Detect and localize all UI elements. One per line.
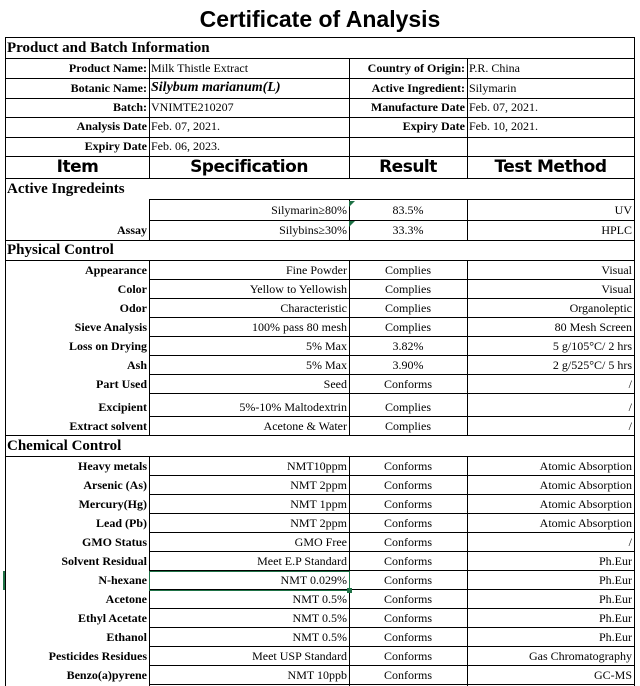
spec-cell[interactable]: Characteristic (280, 301, 347, 315)
grid-line (149, 58, 150, 178)
result-cell[interactable]: Conforms (384, 497, 432, 511)
spec-cell[interactable]: Seed (323, 377, 347, 391)
grid-line (149, 220, 635, 221)
method-cell[interactable]: UV (614, 203, 632, 217)
item-cell[interactable]: Assay (116, 223, 147, 237)
result-cell[interactable]: 3.90% (392, 358, 424, 372)
result-cell[interactable]: Conforms (384, 377, 432, 391)
grid-line (5, 117, 635, 118)
grid-line (149, 627, 635, 628)
grid-line (149, 665, 635, 666)
method-cell[interactable]: Atomic Absorption (539, 459, 632, 473)
spec-cell[interactable]: Acetone & Water (263, 419, 347, 433)
method-cell[interactable]: Visual (601, 282, 632, 296)
method-cell[interactable]: GC-MS (593, 668, 632, 682)
item-cell[interactable]: Ethyl Acetate (78, 611, 147, 625)
analysis-date-label[interactable]: Analysis Date (76, 119, 147, 133)
item-cell[interactable]: Sieve Analysis (74, 320, 147, 334)
item-cell[interactable]: Color (117, 282, 147, 296)
grid-line (149, 532, 635, 533)
manufacture-date-label[interactable]: Manufacture Date (370, 100, 465, 114)
document-title: Certificate of Analysis (199, 6, 441, 32)
spec-cell[interactable]: GMO Free (294, 535, 347, 549)
method-cell[interactable]: / (628, 377, 632, 391)
header-result[interactable]: Result (379, 157, 437, 177)
spec-cell[interactable]: 5% Max (306, 358, 347, 372)
spec-cell[interactable]: 100% pass 80 mesh (252, 320, 347, 334)
item-cell[interactable]: GMO Status (81, 535, 147, 549)
grid-line (149, 684, 635, 685)
header-test-method[interactable]: Test Method (494, 157, 607, 177)
grid-line (149, 298, 635, 299)
method-cell[interactable]: Atomic Absorption (539, 516, 632, 530)
item-cell[interactable]: Part Used (96, 377, 147, 391)
grid-line (149, 393, 635, 394)
header-specification[interactable]: Specification (190, 157, 308, 177)
spec-cell[interactable]: 5%-10% Maltodextrin (239, 400, 347, 414)
spec-cell[interactable]: NMT10ppm (287, 459, 347, 473)
item-cell[interactable]: Lead (Pb) (96, 516, 147, 530)
result-cell[interactable]: Conforms (384, 554, 432, 568)
active-ingredient-label[interactable]: Active Ingredient: (371, 81, 465, 95)
grid-line (149, 513, 635, 514)
method-cell[interactable]: Ph.Eur (599, 611, 632, 625)
grid-line (149, 279, 635, 280)
grid-line (5, 37, 635, 38)
result-cell[interactable]: Complies (384, 263, 431, 277)
grid-line (5, 156, 635, 157)
grid-line (5, 456, 635, 457)
note-indicator[interactable] (349, 221, 355, 227)
item-cell[interactable]: Mercury(Hg) (78, 497, 147, 511)
grid-line (149, 551, 635, 552)
item-cell[interactable]: Benzo(a)pyrene (66, 668, 147, 682)
grid-line (149, 336, 635, 337)
spec-cell[interactable]: Fine Powder (286, 263, 347, 277)
section-active-ingredients[interactable]: Active Ingredeints (7, 181, 125, 197)
batch-label[interactable]: Batch: (113, 100, 147, 114)
expiry-date-label-left[interactable]: Expiry Date (84, 139, 147, 153)
grid-line (149, 608, 635, 609)
result-cell[interactable]: Conforms (384, 478, 432, 492)
method-cell[interactable]: Ph.Eur (599, 554, 632, 568)
item-cell[interactable]: Heavy metals (78, 459, 147, 473)
grid-line (149, 199, 635, 200)
product-name-value[interactable]: Milk Thistle Extract (151, 61, 249, 75)
result-cell[interactable]: Conforms (384, 573, 432, 587)
item-cell[interactable]: Pesticides Residues (48, 649, 147, 663)
item-cell[interactable]: Loss on Drying (68, 339, 147, 353)
grid-line (5, 98, 635, 99)
grid-line (467, 58, 468, 178)
item-cell[interactable] (6, 200, 149, 220)
grid-line (149, 317, 635, 318)
grid-line (5, 58, 635, 59)
method-cell[interactable]: Organoleptic (569, 301, 632, 315)
method-cell[interactable]: Ph.Eur (599, 630, 632, 644)
result-cell[interactable]: Conforms (384, 459, 432, 473)
result-cell[interactable]: Conforms (384, 668, 432, 682)
result-cell[interactable]: Complies (384, 320, 431, 334)
grid-line (149, 260, 150, 435)
section-physical-control[interactable]: Physical Control (7, 242, 114, 258)
grid-line (149, 475, 635, 476)
spec-cell[interactable]: 5% Max (306, 339, 347, 353)
grid-line (5, 137, 635, 138)
method-cell[interactable]: / (628, 400, 632, 414)
method-cell[interactable]: Atomic Absorption (539, 478, 632, 492)
result-cell[interactable]: Complies (384, 301, 431, 315)
item-cell[interactable]: Excipient (98, 400, 147, 414)
grid-line (149, 374, 635, 375)
selected-cell[interactable] (149, 571, 350, 591)
method-cell[interactable]: Gas Chromatography (529, 649, 632, 663)
expiry-date-value-left[interactable]: Feb. 06, 2023. (151, 139, 220, 153)
method-cell[interactable]: Visual (601, 263, 632, 277)
method-cell[interactable]: 80 Mesh Screen (554, 320, 632, 334)
grid-line (149, 199, 150, 240)
note-indicator[interactable] (349, 201, 355, 207)
spec-cell[interactable]: NMT 2ppm (290, 478, 347, 492)
method-cell[interactable]: / (628, 419, 632, 433)
spec-cell[interactable]: NMT 1ppm (290, 497, 347, 511)
result-cell[interactable]: Conforms (384, 516, 432, 530)
spec-cell[interactable]: NMT 10ppb (287, 668, 347, 682)
result-cell[interactable]: Complies (384, 282, 431, 296)
grid-line (349, 260, 350, 435)
manufacture-date-value[interactable]: Feb. 07, 2021. (469, 100, 538, 114)
result-cell[interactable]: Conforms (384, 630, 432, 644)
item-cell[interactable]: Ethanol (106, 630, 147, 644)
header-item[interactable]: Item (56, 157, 99, 177)
botanic-name-label[interactable]: Botanic Name: (70, 81, 147, 95)
grid-line (467, 456, 468, 686)
result-cell[interactable]: 33.3% (392, 223, 424, 237)
spec-cell[interactable]: Meet USP Standard (252, 649, 347, 663)
result-cell[interactable]: Conforms (384, 592, 432, 606)
result-cell[interactable]: 83.5% (392, 203, 424, 217)
method-cell[interactable]: / (628, 535, 632, 549)
section-chemical-control[interactable]: Chemical Control (7, 438, 122, 454)
method-cell[interactable]: HPLC (601, 223, 632, 237)
grid-line (149, 355, 635, 356)
product-name-label[interactable]: Product Name: (68, 61, 147, 75)
item-cell[interactable]: N-hexane (98, 573, 147, 587)
result-cell[interactable]: Conforms (384, 535, 432, 549)
grid-line (5, 178, 635, 179)
grid-line (349, 58, 350, 178)
spec-cell[interactable]: NMT 0.029% (280, 573, 347, 587)
method-cell[interactable]: Atomic Absorption (539, 497, 632, 511)
spec-cell[interactable]: NMT 0.5% (292, 611, 347, 625)
grid-line (149, 494, 635, 495)
grid-line (467, 199, 468, 240)
spec-cell[interactable]: Silymarin≥80% (271, 203, 347, 217)
country-label[interactable]: Country of Origin: (367, 61, 465, 75)
active-row-marker (3, 571, 5, 590)
grid-line (5, 37, 6, 686)
item-cell[interactable]: Appearance (85, 263, 147, 277)
result-cell[interactable]: Conforms (384, 611, 432, 625)
fill-handle[interactable] (347, 588, 352, 593)
grid-line (467, 260, 468, 435)
grid-line (149, 646, 635, 647)
method-cell[interactable]: Ph.Eur (599, 573, 632, 587)
method-cell[interactable]: 2 g/525°C/ 5 hrs (552, 358, 632, 372)
expiry-date-label-right[interactable]: Expiry Date (402, 119, 465, 133)
analysis-date-value[interactable]: Feb. 07, 2021. (151, 119, 220, 133)
section-product[interactable]: Product and Batch Information (7, 40, 210, 56)
grid-line (5, 240, 635, 241)
spec-cell[interactable]: Meet E.P Standard (257, 554, 347, 568)
grid-line (149, 416, 635, 417)
expiry-date-value-right[interactable]: Feb. 10, 2021. (469, 119, 538, 133)
active-ingredient-value[interactable]: Silymarin (469, 81, 517, 95)
grid-line (5, 260, 635, 261)
result-cell[interactable]: 3.82% (392, 339, 424, 353)
result-cell[interactable]: Conforms (384, 649, 432, 663)
spec-cell[interactable]: NMT 0.5% (292, 630, 347, 644)
item-cell[interactable]: Odor (119, 301, 147, 315)
item-cell[interactable]: Acetone (105, 592, 147, 606)
grid-line (5, 78, 635, 79)
result-cell[interactable]: Complies (384, 419, 431, 433)
item-cell[interactable]: Extract solvent (69, 419, 147, 433)
spec-cell[interactable]: Yellow to Yellowish (249, 282, 347, 296)
spec-cell[interactable]: NMT 2ppm (290, 516, 347, 530)
method-cell[interactable]: Ph.Eur (599, 592, 632, 606)
result-cell[interactable]: Complies (384, 400, 431, 414)
spec-cell[interactable]: Silybins≥30% (279, 223, 347, 237)
batch-value[interactable]: VNIMTE210207 (151, 100, 234, 114)
item-cell[interactable]: Solvent Residual (61, 554, 147, 568)
spec-cell[interactable]: NMT 0.5% (292, 592, 347, 606)
method-cell[interactable]: 5 g/105°C/ 2 hrs (552, 339, 632, 353)
grid-line (5, 435, 635, 436)
country-value[interactable]: P.R. China (469, 61, 521, 75)
item-cell[interactable]: Ash (126, 358, 147, 372)
item-cell[interactable]: Arsenic (As) (83, 478, 147, 492)
botanic-name-value[interactable]: Silybum marianum(L) (151, 80, 281, 95)
